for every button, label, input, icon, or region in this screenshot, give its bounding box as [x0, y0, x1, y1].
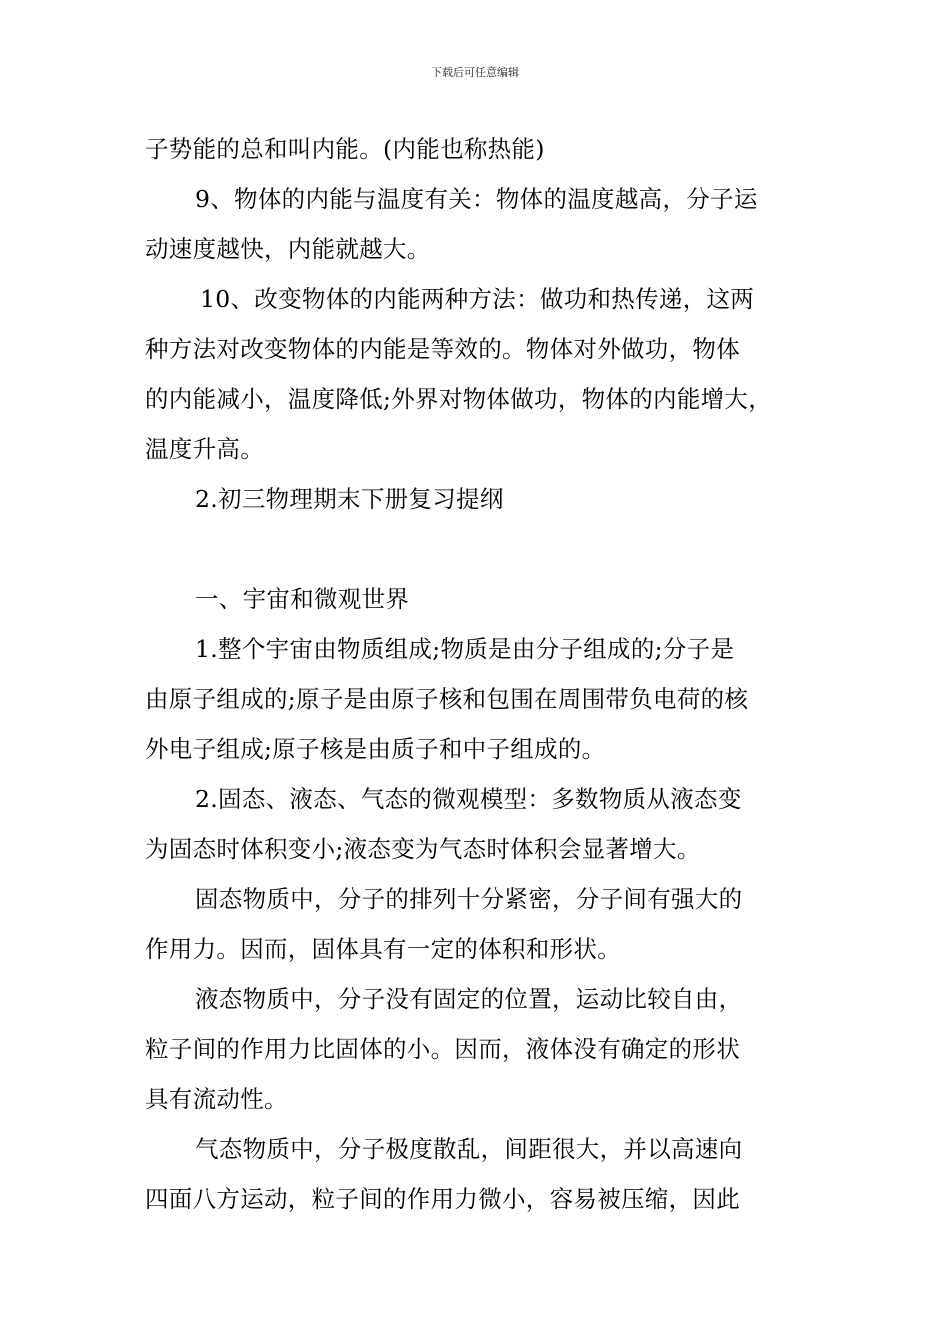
- paragraph-line: 为固态时体积变小;液态变为气态时体积会显著增大。: [145, 835, 701, 863]
- document-body: [145, 124, 809, 1224]
- paragraph-line: 固态物质中，分子的排列十分紧密，分子间有强大的: [195, 885, 743, 913]
- paragraph-line: 具有流动性。: [145, 1085, 288, 1113]
- paragraph-line: 气态物质中，分子极度散乱，间距很大，并以高速向: [195, 1135, 743, 1163]
- paragraph-line: 10、改变物体的内能两种方法：做功和热传递，这两: [200, 285, 755, 313]
- paragraph-line: 2.固态、液态、气态的微观模型：多数物质从液态变: [195, 785, 742, 813]
- paragraph-line: 的内能减小，温度降低;外界对物体做功，物体的内能增大，: [145, 385, 773, 413]
- paragraph-line: 粒子间的作用力比固体的小。因而，液体没有确定的形状: [145, 1035, 740, 1063]
- paragraph-line: 1.整个宇宙由物质组成;物质是由分子组成的;分子是: [195, 635, 735, 663]
- paragraph-line: 液态物质中，分子没有固定的位置，运动比较自由，: [195, 985, 743, 1013]
- paragraph-line: 四面八方运动，粒子间的作用力微小，容易被压缩，因此: [145, 1185, 740, 1213]
- paragraph-line: 子势能的总和叫内能。(内能也称热能): [145, 135, 545, 163]
- paragraph-line: 动速度越快，内能就越大。: [145, 235, 431, 263]
- section-heading: 一、宇宙和微观世界: [195, 585, 410, 613]
- paragraph-line: 外电子组成;原子核是由质子和中子组成的。: [145, 735, 606, 763]
- paragraph-line: 种方法对改变物体的内能是等效的。物体对外做功，物体: [145, 335, 740, 363]
- paragraph-line: 温度升高。: [145, 435, 264, 463]
- paragraph-line: 由原子组成的;原子是由原子核和包围在周围带负电荷的核: [145, 685, 749, 713]
- paragraph-line: 9、物体的内能与温度有关：物体的温度越高，分子运: [195, 185, 758, 213]
- section-title: 2.初三物理期末下册复习提纲: [195, 485, 504, 513]
- paragraph-line: 作用力。因而，固体具有一定的体积和形状。: [145, 935, 621, 963]
- page-header: 下载后可任意编辑: [431, 66, 519, 79]
- spacer: [145, 524, 809, 574]
